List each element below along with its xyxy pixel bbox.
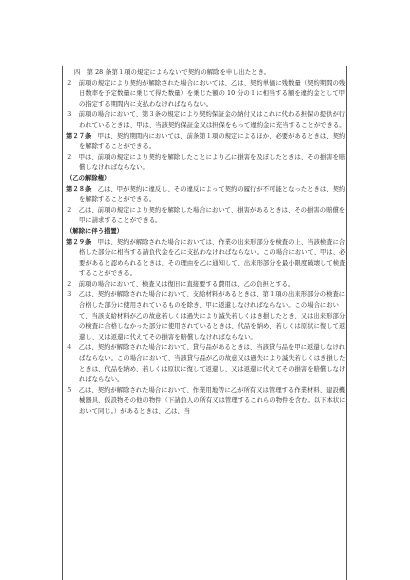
article-number: 第２７条 [66, 132, 92, 140]
clause-paragraph: ３ 前項の場合において、第３条の規定により契約保証金の納付又はこれに代わる担保の提供が行われているときは、甲は、当該契約保証金又は担保をもって違約金に充当することができる。 [66, 111, 346, 129]
clause-paragraph: ２ 前項の規定により契約が解除された場合においては、乙は、契約単価に残数量（契約期間の残日数率を予定数量に乗じて得た数量）を乗じた額の 10 分の１に相当する額を違約金として甲の指定する期間内に支払わなければならない。 [66, 79, 346, 108]
section-heading: （解除に伴う措置） [66, 227, 124, 235]
article-number: 第２９条 [66, 238, 92, 246]
article-paragraph [66, 185, 346, 206]
clause-paragraph: ２ 甲は、前項の規定により契約を解除したことにより乙に損害を及ぼしたときは、その損害を賠償しなければならない。 [66, 153, 346, 172]
clause-paragraph: ２ 乙は、前項の規定により契約を解除した場合において、損害があるときは、その損害の賠償を甲に請求することができる。 [66, 206, 346, 225]
article-text: 乙は、甲が契約に違反し、その違反によって契約の履行が不可能となったときは、契約を解除することができる。 [79, 185, 346, 204]
article-text: 甲は、契約期間内においては、前条第１項の規定によるほか、必要があるときは、契約を解除することができる。 [79, 132, 346, 151]
clause-paragraph: ５ 乙は、契約が解除された場合において、作業用地等に乙が所有又は管理する作業材料、建設機械器具、仮設物その他の物件（下請負人の所有又は管理するこれらの物件を含む。以下本状において同じ。）があるときは、乙は、当 [66, 386, 346, 415]
clause-paragraph: ３ 乙は、契約が解除された場合において、支給材料があるときは、第１項の出来形部分の検査に合格した部分に使用されているものを除き、甲に返還しなければならない。この場合において、当該支給材料が乙の故意若しくは過失により滅失若しくはき損したとき、又は出来形部分の検査に合格しなかった部分に使用されているときは、代品を納め、若しくは原状に復して返還し、又は返還に代えてその損害を賠償しなければならない。 [66, 291, 346, 341]
clause-paragraph: ２ 前項の場合において、検査又は復旧に直接要する費用は、乙の負担とする。 [66, 280, 295, 288]
article-number: 第２８条 [66, 185, 92, 193]
section-heading: （乙の解除権） [66, 174, 111, 182]
article-paragraph [66, 238, 346, 280]
document-body [66, 68, 346, 418]
article-text: 甲は、契約が解除された場合においては、作業の出来形部分を検査の上、当該検査に合格した部分に相当する請負代金を乙に支払わなければならない。この場合において、甲は、必要があると認められるときは、その理由を乙に通知して、出来形部分を最小限度破壊して検査することができる。 [79, 238, 346, 278]
clause-paragraph: ４ 乙は、契約が解除された場合において、貸与品があるときは、当該貸与品を甲に返還しなければならない。この場合において、当該貸与品が乙の故意又は過失により滅失若しくはき損したときは、代品を納め、若しくは原状に復して返還し、又は返還に代えてその損害を賠償しなければならない。 [66, 344, 346, 384]
sub-item: 四 第 28 条第１項の規定によらないで契約の解除を申し出たとき。 [74, 69, 271, 76]
article-paragraph [66, 132, 346, 153]
